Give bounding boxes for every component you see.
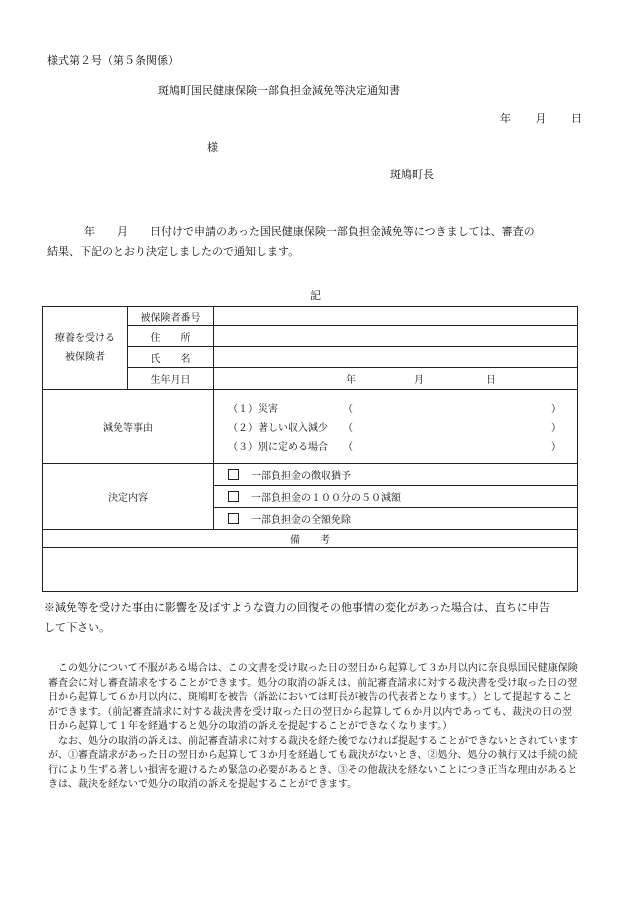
reason-label: 減免等事由 xyxy=(43,390,214,464)
decision-option[interactable] xyxy=(214,464,578,486)
reason-item-label: （２）著しい収入減少 xyxy=(228,423,328,434)
dob-day: 日 xyxy=(486,375,496,386)
reason-item-open-paren: （ xyxy=(343,404,353,415)
checkbox-icon[interactable] xyxy=(228,513,239,524)
decision-table xyxy=(42,306,578,592)
checkbox-icon[interactable] xyxy=(228,491,239,502)
insured-group-line-2: 被保険者 xyxy=(65,352,105,363)
decision-option-label: 一部負担金の徴収猶予 xyxy=(251,471,351,482)
appeal-notice xyxy=(48,662,582,793)
appeal-paragraph-1: この処分について不服がある場合は、この文書を受け取った日の翌日から起算して３か月以内に奈良県国民健康保険審査会に対し審査請求をすることができます。処分の取消の訴えは、前記審査請求に対する裁決書を受け取った日の翌日から起算して６か月以内に、斑鳩町を被告（訴訟においては町長が被告の代表者となります。）として提起することができます。（前記審査請求に対する裁決書を受け取った日の翌日から起算して６か月以内であっても、裁決の日の翌日から起算して１年を経過すると処分の取消の訴えを提起することができなくなります。） xyxy=(48,663,578,732)
name-label: 氏 名 xyxy=(128,347,214,368)
insured-number-field[interactable] xyxy=(214,307,578,326)
document-title: 斑鳩町国民健康保険一部負担金減免等決定通知書 xyxy=(158,84,400,97)
reason-item-close-paren: ） xyxy=(551,423,561,434)
issue-date-day: 日 xyxy=(571,112,582,125)
dob-month: 月 xyxy=(414,375,424,386)
address-field[interactable] xyxy=(214,326,578,347)
reason-item[interactable] xyxy=(228,436,573,455)
reason-item[interactable] xyxy=(228,398,573,417)
reason-item-open-paren: （ xyxy=(343,442,353,453)
notification-body xyxy=(47,222,587,262)
reason-item[interactable] xyxy=(228,417,573,436)
issue-date-month: 月 xyxy=(535,112,547,125)
reason-cell xyxy=(214,390,578,464)
change-notice xyxy=(44,598,592,638)
dob-label: 生年月日 xyxy=(128,368,214,390)
reason-item-close-paren: ） xyxy=(551,404,561,415)
reason-item-open-paren: （ xyxy=(343,423,353,434)
remarks-field[interactable] xyxy=(43,548,578,592)
decision-label: 決定内容 xyxy=(43,464,214,530)
dob-year: 年 xyxy=(346,375,356,386)
reason-item-label: （１）災害 xyxy=(228,404,278,415)
reason-item-label: （３）別に定める場合 xyxy=(228,442,328,453)
dob-field[interactable] xyxy=(214,368,578,390)
body-line-2: 結果、下記のとおり決定しましたので通知します。 xyxy=(47,245,300,258)
decision-option[interactable] xyxy=(214,508,578,530)
insured-group-label xyxy=(43,307,128,390)
insured-number-label: 被保険者番号 xyxy=(128,307,214,326)
checkbox-icon[interactable] xyxy=(228,469,239,480)
change-notice-line-1: ※減免等を受けた事由に影響を及ぼすような資力の回復その他事情の変化があった場合は、直ちに申告 xyxy=(44,601,550,614)
issuer-name: 斑鳩町長 xyxy=(390,168,434,181)
ki-heading: 記 xyxy=(310,289,321,302)
address-label: 住 所 xyxy=(128,326,214,347)
appeal-paragraph-2: なお、処分の取消の訴えは、前記審査請求に対する裁決を経た後でなければ提起することができないとされていますが、①審査請求があった日の翌日から起算して３か月を経過しても裁決がないとき、②処分、処分の執行又は手続の続行により生ずる著しい損害を避けるため緊急の必要があるとき、③その他裁決を経ないことにつき正当な理由があるときは、裁決を経ないで処分の取消の訴えを提起することができます。 xyxy=(48,735,578,790)
name-field[interactable] xyxy=(214,347,578,368)
issue-date xyxy=(500,112,582,126)
recipient-suffix: 様 xyxy=(207,141,218,154)
reason-item-close-paren: ） xyxy=(551,442,561,453)
form-number: 様式第２号（第５条関係） xyxy=(47,54,179,67)
body-line-1: 年 月 日付けで申請のあった国民健康保険一部負担金減免等につきましては、審査の xyxy=(84,225,535,238)
decision-option-label: 一部負担金の１００分の５０減額 xyxy=(251,493,401,504)
insured-group-line-1: 療養を受ける xyxy=(55,333,115,344)
issue-date-year: 年 xyxy=(500,112,511,125)
change-notice-line-2: して下さい。 xyxy=(44,621,110,634)
remarks-label: 備 考 xyxy=(43,530,578,548)
decision-option[interactable] xyxy=(214,486,578,508)
decision-option-label: 一部負担金の全額免除 xyxy=(251,515,351,526)
